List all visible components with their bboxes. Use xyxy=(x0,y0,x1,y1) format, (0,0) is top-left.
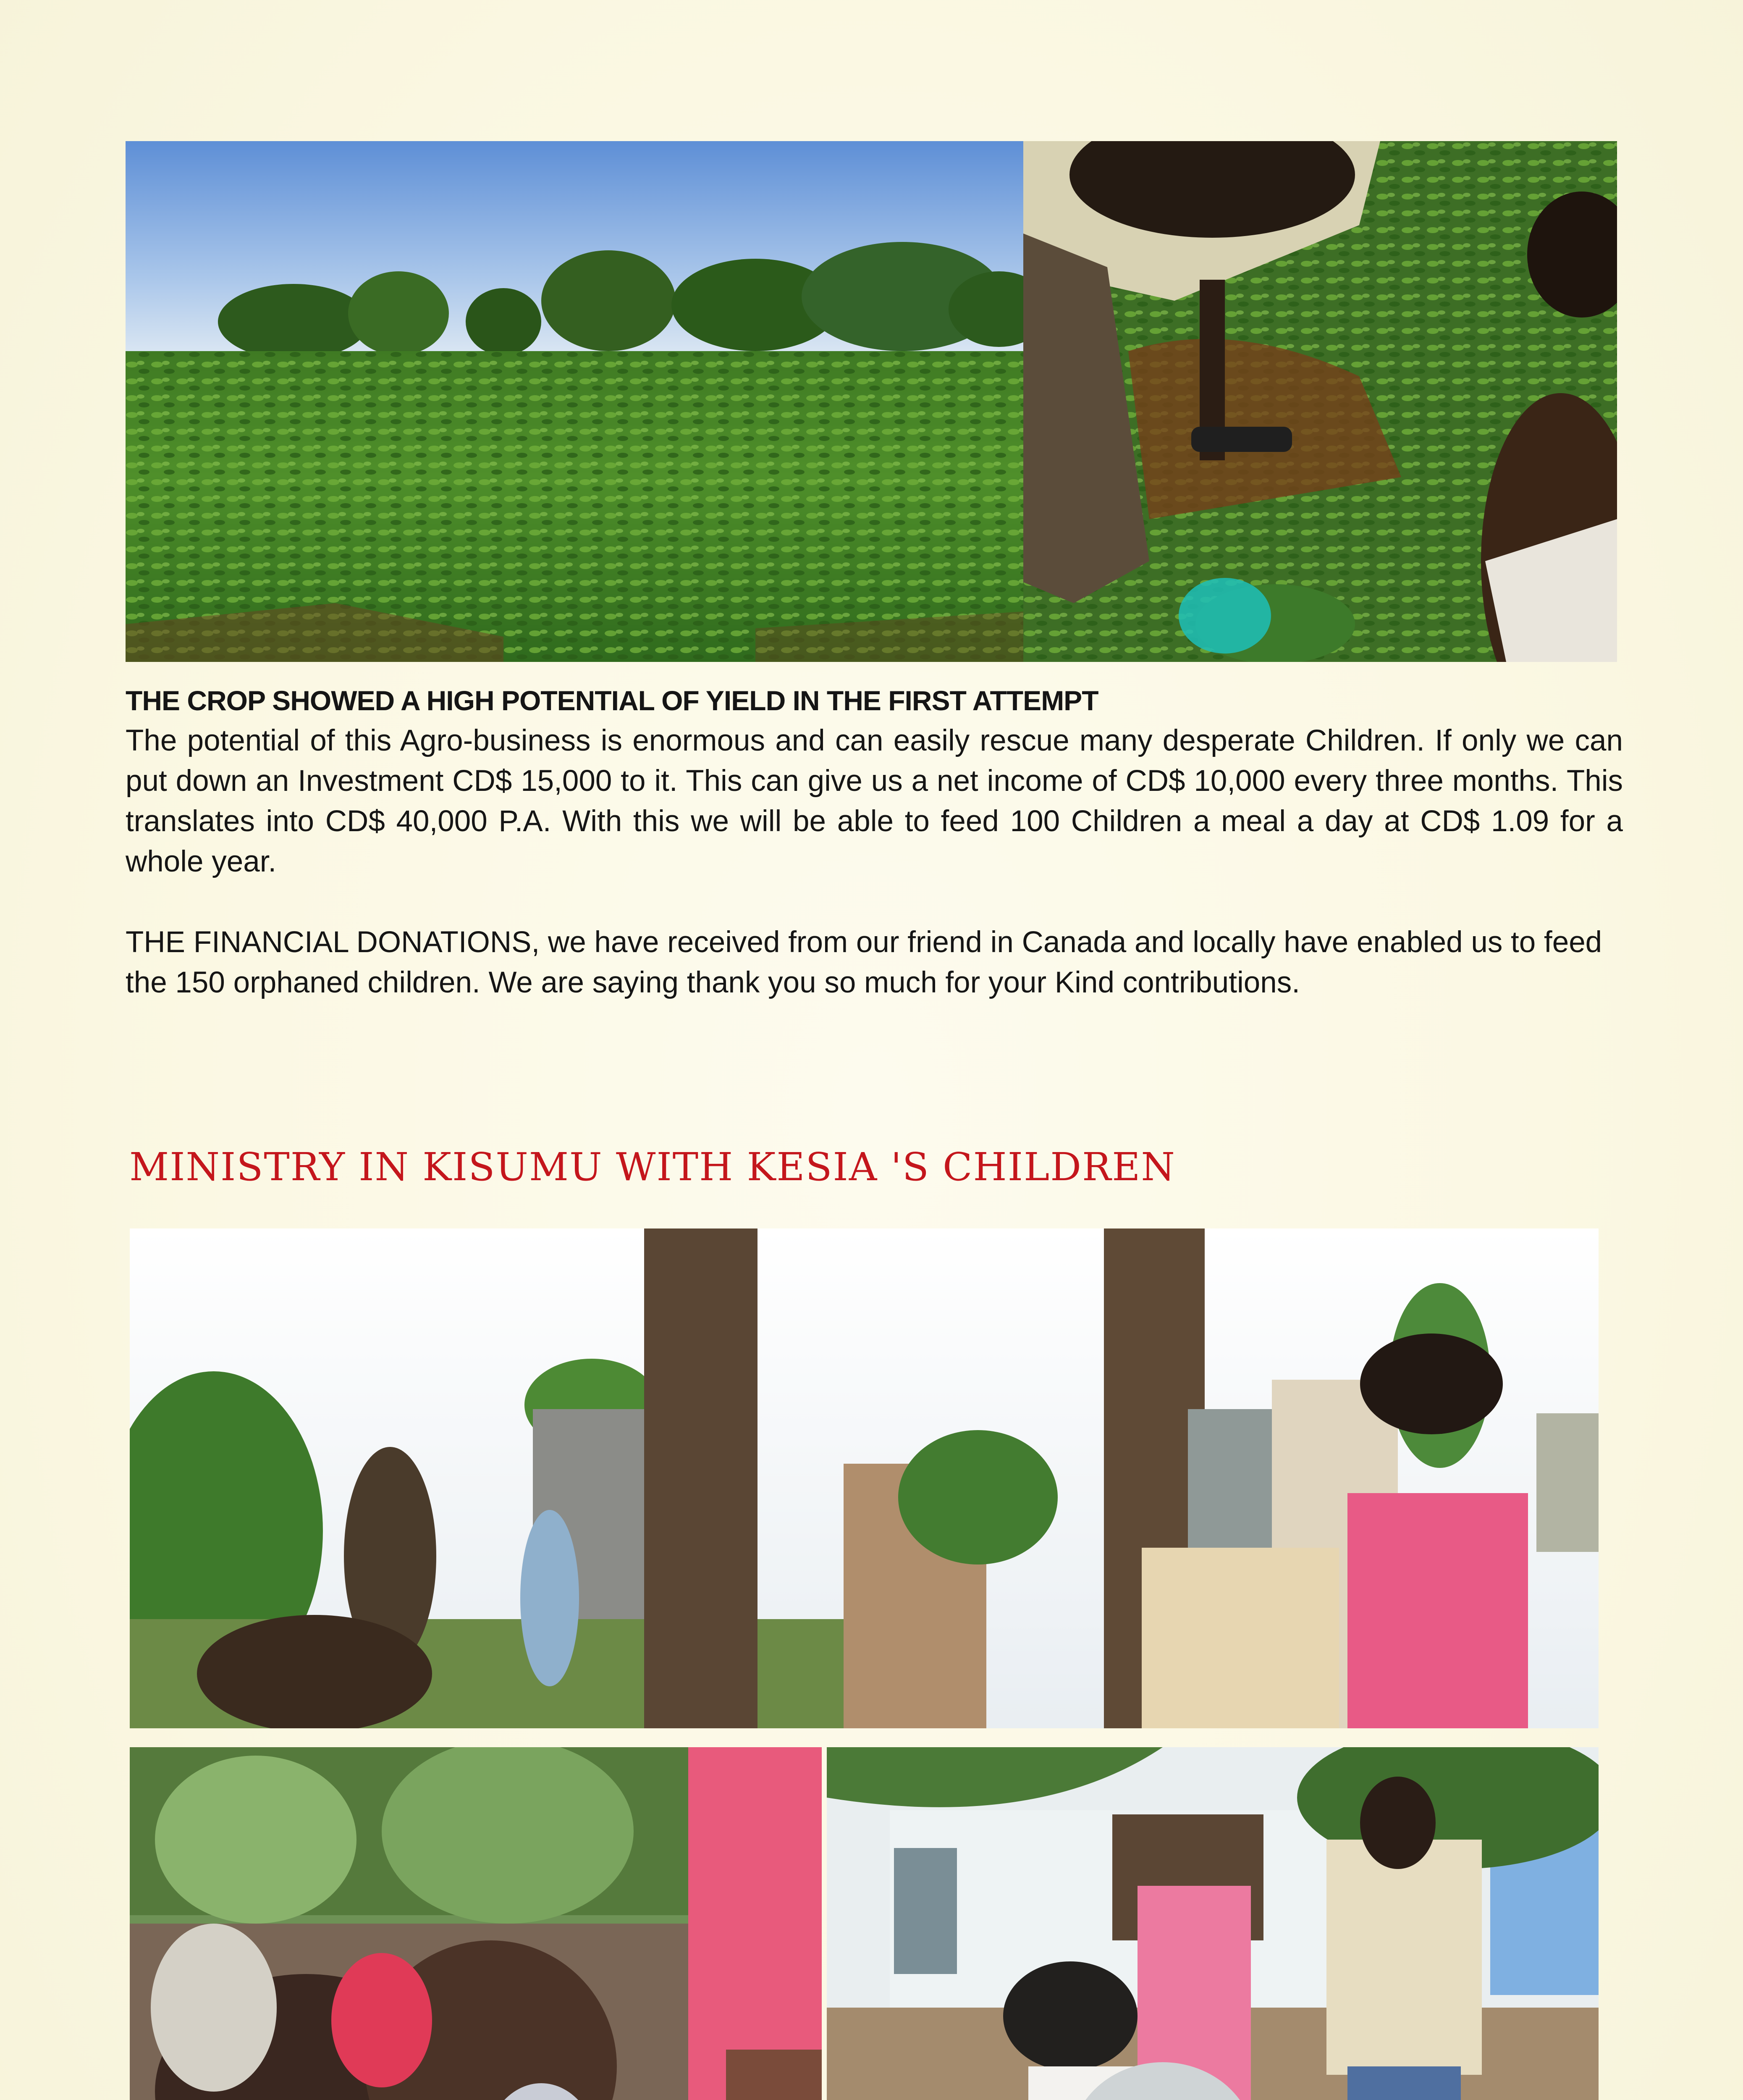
family-visit-photo xyxy=(827,1747,1599,2100)
article xyxy=(126,680,1623,1003)
weighing-watermelon-photo xyxy=(1023,141,1617,662)
article-heading: THE CROP SHOWED A HIGH POTENTIAL OF YIELD IN THE FIRST ATTEMPT xyxy=(126,685,1098,716)
children-group-photo xyxy=(130,1747,822,2100)
article-paragraph-donations: THE FINANCIAL DONATIONS, we have received from our friend in Canada and locally have enabled us to feed the 150 orphaned children. We are saying thank you so much for your Kind contributions. xyxy=(126,926,1602,999)
article-paragraph-investment: The potential of this Agro-business is enormous and can easily rescue many desperate Children. If only we can put down an Investment CD$ 15,000 to it. This can give us a net income of CD$ 10,000 every three months. This translates into CD$ 40,000 P.A. With this we will be able to feed 100 Children a meal a day at CD$ 1.09 for a whole year. xyxy=(126,724,1623,878)
ministry-gathering-photo xyxy=(130,1228,1599,1728)
section-title: MINISTRY IN KISUMU WITH KESIA 'S CHILDREN xyxy=(129,1144,1176,1189)
crop-field-photo xyxy=(126,141,1023,662)
